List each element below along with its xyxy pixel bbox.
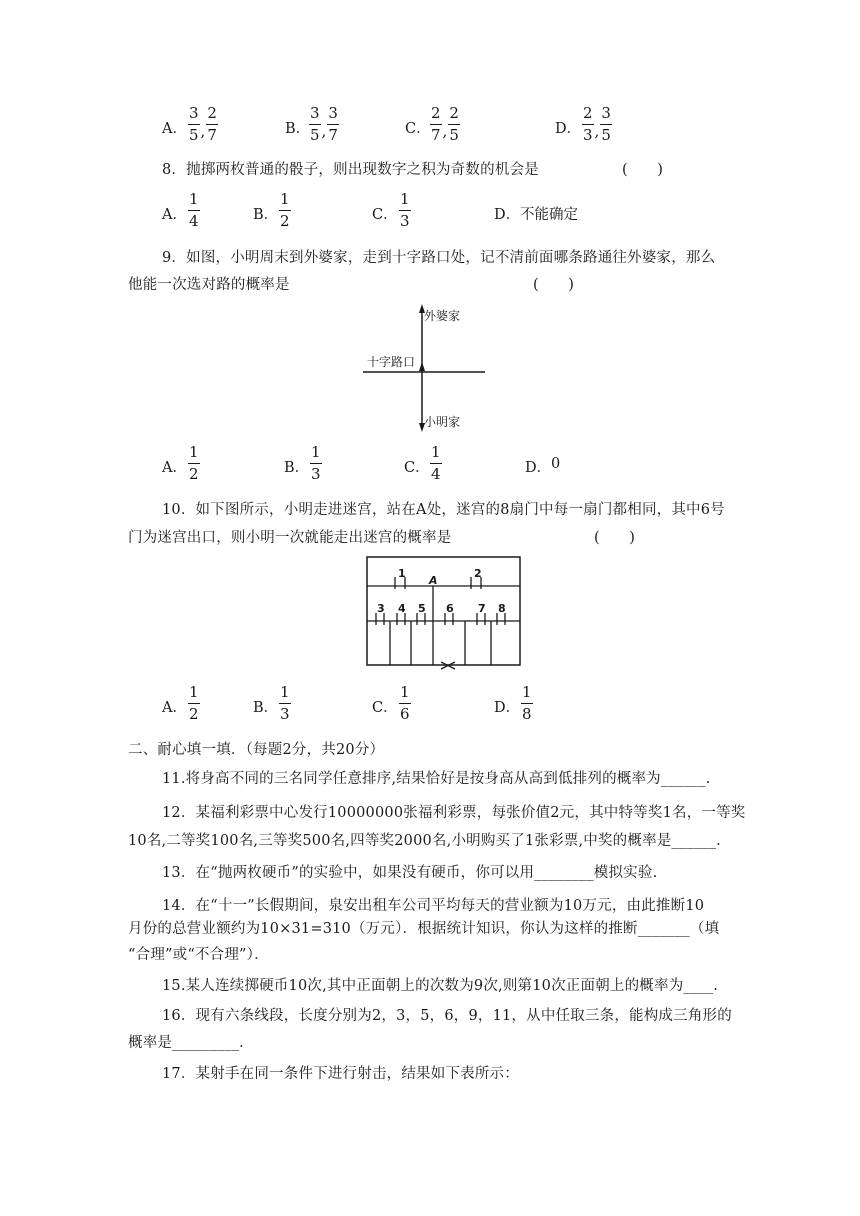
- q9-crossroad-figure: [355, 300, 495, 440]
- q10-door-5: 5: [418, 602, 426, 615]
- q9-option-b-label: B．: [284, 460, 310, 476]
- q8-option-a-fraction: $\frac{1}{4}$: [189, 190, 199, 230]
- q13: 13．在“抛两枚硬币”的实验中，如果没有硬币，你可以用________模拟实验.: [162, 865, 658, 881]
- q9-option-c-label: C．: [404, 460, 430, 476]
- q17: 17．某射手在同一条件下进行射击，结果如下表所示：: [162, 1066, 519, 1082]
- q8-option-c-fraction: $\frac{1}{3}$: [400, 190, 410, 230]
- q7-option-a-label: A．: [162, 121, 187, 137]
- q9-stem-line2: 他能一次选对路的概率是: [128, 277, 290, 293]
- q7-option-d-value: $\frac{2}{3}$ , $\frac{3}{5}$: [583, 104, 611, 144]
- q10-door-7: 7: [478, 602, 486, 615]
- q7-option-c-label: C．: [405, 121, 431, 137]
- q10-maze-figure: [365, 555, 525, 675]
- q14-line1: 14．在“十一”长假期间，泉安出租车公司平均每天的营业额为10万元，由此推断10: [162, 898, 705, 914]
- q15: 15.某人连续掷硬币10次,其中正面朝上的次数为9次,则第10次正面朝上的概率为____.: [162, 978, 719, 994]
- q16-line2: 概率是_________．: [128, 1035, 254, 1051]
- q10-stem-line2: 门为迷宫出口，则小明一次就能走出迷宫的概率是: [128, 530, 452, 546]
- q10-door-4: 4: [398, 602, 406, 615]
- q9-label-crossroad: 十字路口: [367, 355, 416, 369]
- q7-option-b-value: $\frac{3}{5}$ , $\frac{3}{7}$: [310, 104, 338, 144]
- q10-answer-paren: ( ): [594, 530, 636, 546]
- q10-door-1: 1: [398, 567, 406, 580]
- q8-option-d-text: 不能确定: [520, 207, 578, 223]
- q8-option-d-label: D．: [494, 207, 521, 223]
- q16-line1: 16．现有六条线段，长度分别为2，3，5，6，9，11，从中任取三条，能构成三角形的: [162, 1008, 732, 1024]
- q10-stem-line1: 10．如下图所示，小明走进迷宫，站在A处，迷宫的8扇门中每一扇门都相同，其中6号: [162, 502, 725, 518]
- q14-line2: 月份的总营业额约为10×31=310（万元）．根据统计知识，你认为这样的推断_______（填: [128, 921, 720, 937]
- q10-door-8: 8: [498, 602, 506, 615]
- q9-label-grandma-home: 外婆家: [424, 309, 461, 323]
- q10-option-b-fraction: $\frac{1}{3}$: [280, 683, 290, 723]
- q10-door-2: 2: [474, 567, 482, 580]
- q10-point-a: A: [429, 574, 438, 587]
- q10-door-3: 3: [377, 602, 385, 615]
- q9-option-d-label: D．: [525, 460, 552, 476]
- q10-option-c-label: C．: [372, 700, 398, 716]
- q9-answer-paren: ( ): [533, 277, 575, 293]
- q9-stem-line1: 9．如图，小明周末到外婆家，走到十字路口处，记不清前面哪条路通往外婆家，那么: [162, 250, 716, 266]
- q10-option-a-fraction: $\frac{1}{2}$: [189, 683, 199, 723]
- q9-option-a-fraction: $\frac{1}{2}$: [189, 443, 199, 483]
- section-2-heading: 二、耐心填一填．（每题2分，共20分）: [128, 742, 385, 758]
- q9-label-xiaoming-home: 小明家: [424, 415, 461, 429]
- q7-option-a-value: $\frac{3}{5}$ , $\frac{2}{7}$: [189, 104, 217, 144]
- q11: 11.将身高不同的三名同学任意排序,结果恰好是按身高从高到低排列的概率为______.: [162, 771, 711, 787]
- q8-option-b-label: B．: [253, 207, 279, 223]
- q10-option-a-label: A．: [162, 700, 187, 716]
- q8-option-b-fraction: $\frac{1}{2}$: [280, 190, 290, 230]
- q8-option-c-label: C．: [372, 207, 398, 223]
- q8-stem: 8．抛掷两枚普通的骰子，则出现数字之积为奇数的机会是: [162, 162, 539, 178]
- q7-option-b-label: B．: [285, 121, 311, 137]
- q9-option-a-label: A．: [162, 460, 187, 476]
- q10-door-6: 6: [446, 602, 454, 615]
- q8-answer-paren: ( ): [622, 162, 664, 178]
- q12-line2: 10名,二等奖100名,三等奖500名,四等奖2000名,小明购买了1张彩票,中奖的概率是______.: [128, 833, 721, 849]
- q9-option-c-fraction: $\frac{1}{4}$: [431, 443, 441, 483]
- q8-option-a-label: A．: [162, 207, 187, 223]
- q10-option-b-label: B．: [253, 700, 279, 716]
- q14-line3: “合理”或“不合理”）．: [128, 947, 269, 963]
- q10-option-d-label: D．: [494, 700, 521, 716]
- q12-line1: 12．某福利彩票中心发行10000000张福利彩票，每张价值2元，其中特等奖1名，一等奖: [162, 805, 746, 821]
- q7-option-c-value: $\frac{2}{7}$ , $\frac{2}{5}$: [431, 104, 459, 144]
- q10-option-d-fraction: $\frac{1}{8}$: [522, 683, 532, 723]
- q9-option-b-fraction: $\frac{1}{3}$: [311, 443, 321, 483]
- q10-option-c-fraction: $\frac{1}{6}$: [400, 683, 410, 723]
- q9-option-d-text: 0: [551, 456, 561, 472]
- q7-option-d-label: D．: [555, 121, 582, 137]
